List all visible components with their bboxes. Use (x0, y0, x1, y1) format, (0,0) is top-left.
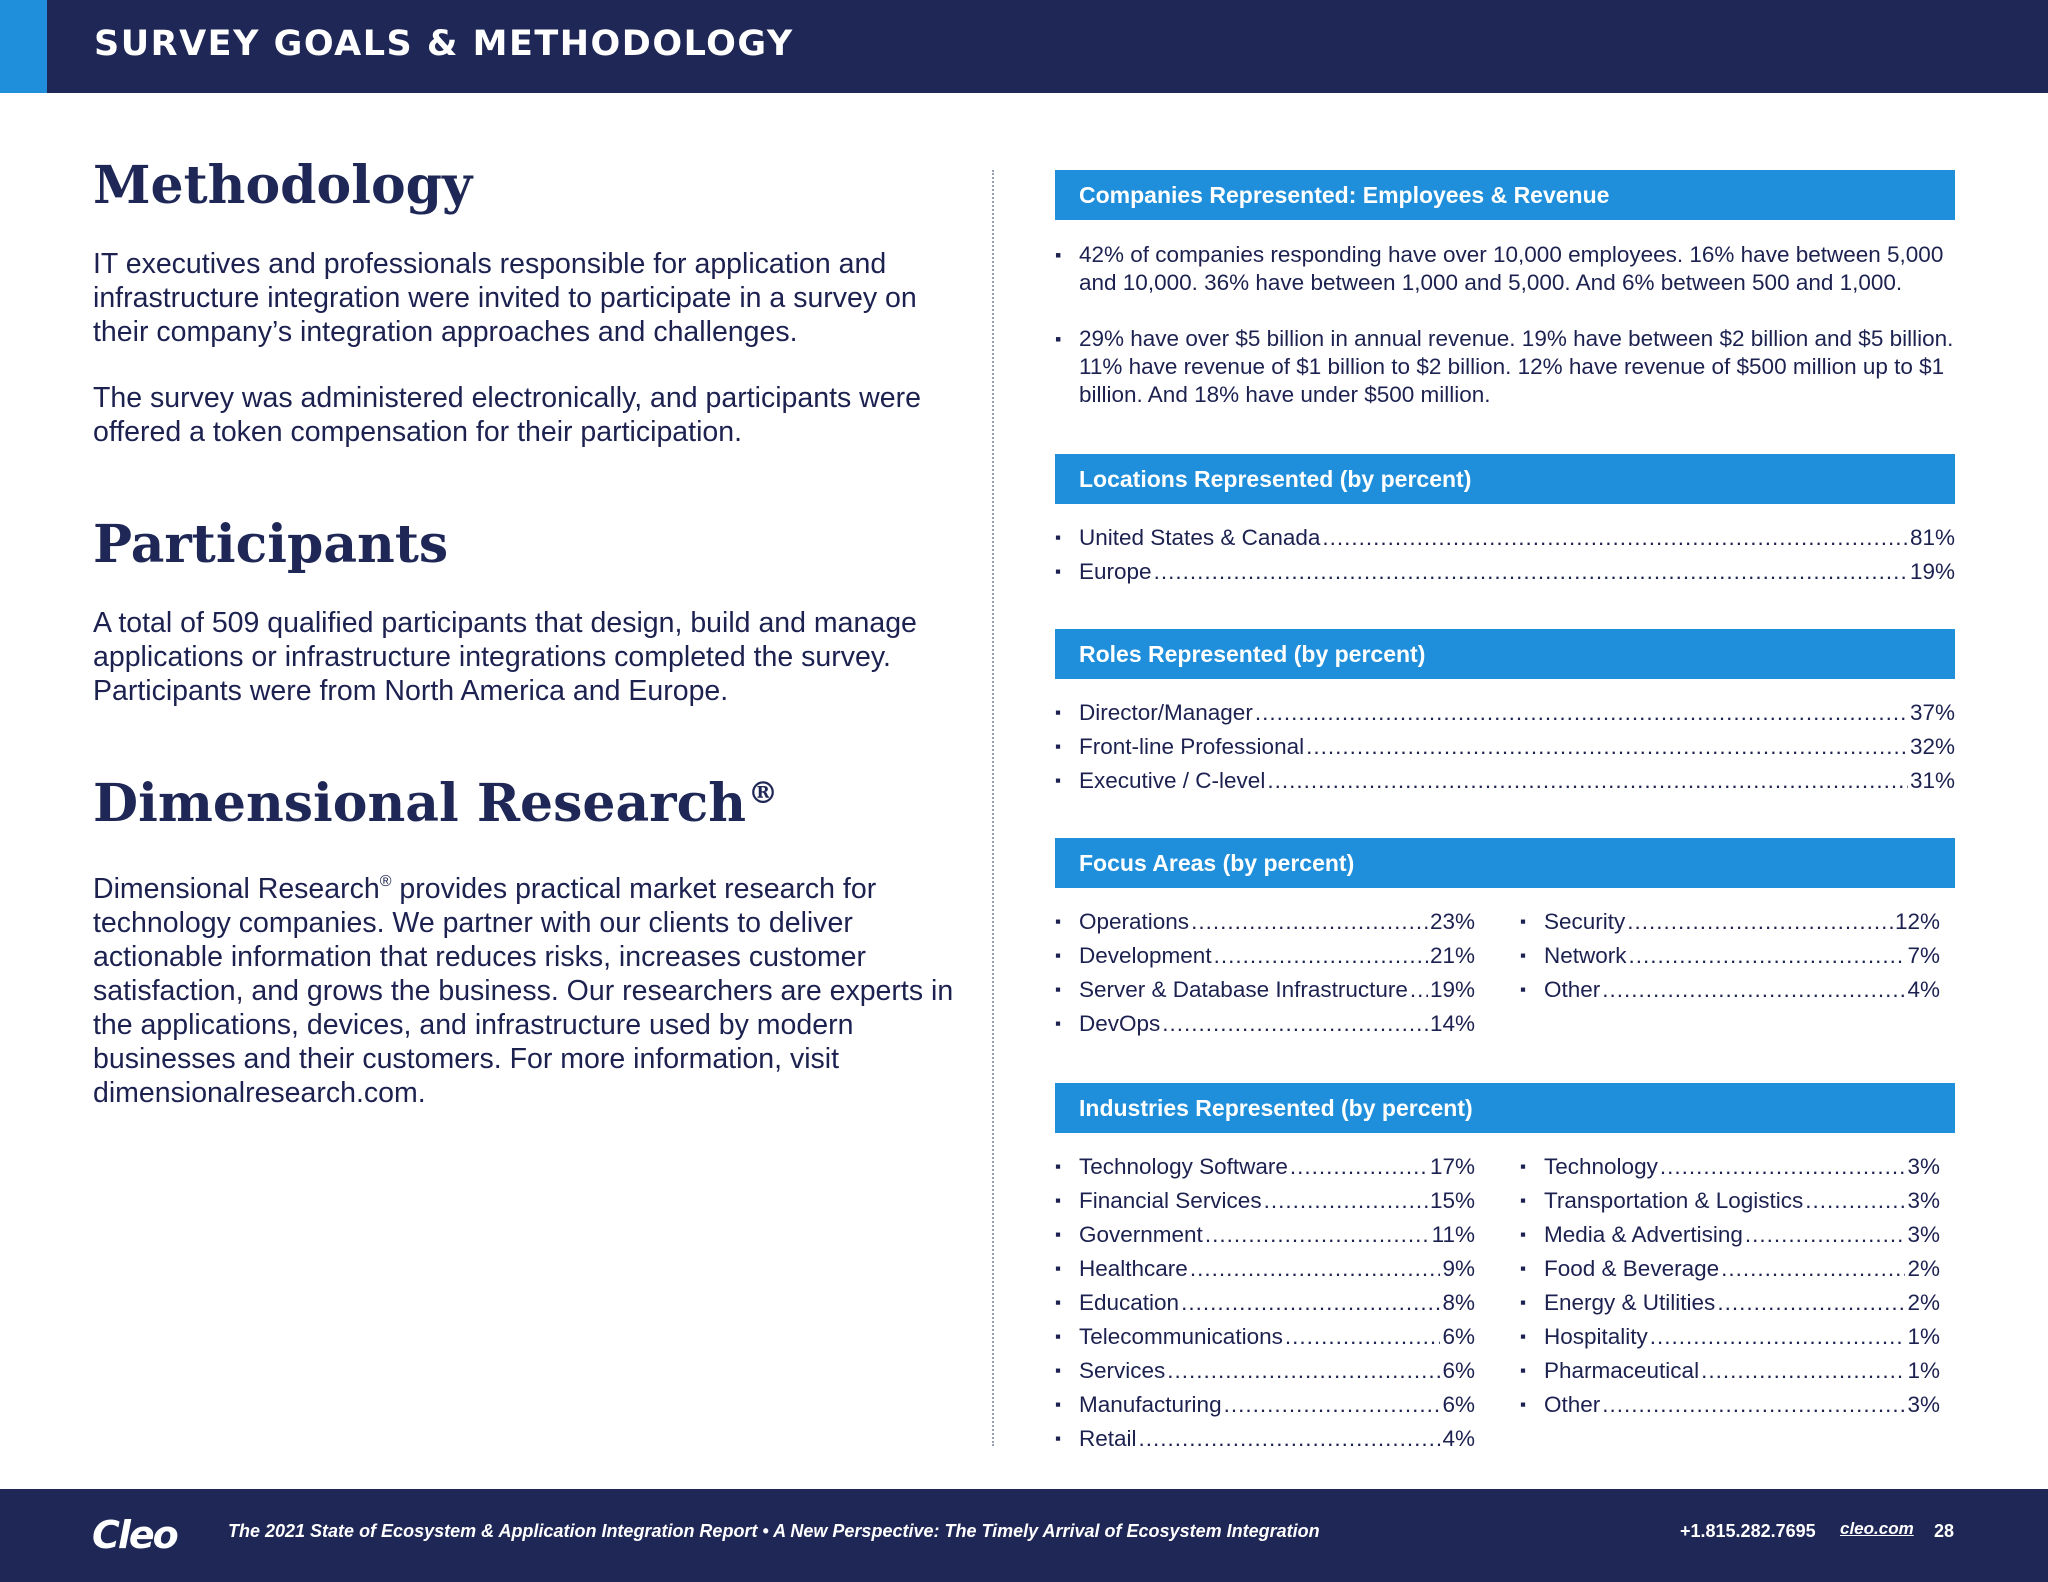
item-label: ▪ Retail (1079, 1426, 1137, 1451)
methodology-paragraph-2: The survey was administered electronically, and participants were offered a token compensation for their participation. (93, 382, 921, 448)
dot-leader (1306, 730, 1908, 764)
companies-section-bar: Companies Represented: Employees & Revenue (1055, 170, 1955, 220)
item-percent: 81% (1909, 525, 1955, 550)
dot-leader (1701, 1354, 1905, 1388)
item-percent: 3% (1907, 1392, 1940, 1417)
dot-leader (1721, 1252, 1905, 1286)
list-item (1055, 939, 1475, 973)
list-item (1055, 1388, 1475, 1422)
dot-leader (1205, 1218, 1430, 1252)
dot-leader (1410, 973, 1428, 1007)
item-label: ▪ Food & Beverage (1544, 1256, 1720, 1281)
page-title: SURVEY GOALS & METHODOLOGY (94, 24, 794, 64)
item-label: ▪ Server & Database Infrastructure (1079, 977, 1408, 1002)
cleo-logo: Cleo (92, 1513, 177, 1557)
dot-leader (1264, 1184, 1428, 1218)
dot-leader (1214, 939, 1428, 973)
item-percent: 17% (1429, 1154, 1475, 1179)
item-percent: 31% (1909, 768, 1955, 793)
methodology-heading: Methodology (93, 155, 473, 216)
dimensional-research-description: provides practical market research for technology companies. We partner with our clients to deliver actionable information that reduces risks, increases customer satisfaction, and grows the business. Our researchers are experts in the applications, devices, and infrastructure used by modern businesses and their customers. For more information, visit dimensionalresearch.com. (93, 873, 954, 1109)
industries-list-left (1055, 1150, 1475, 1456)
locations-section-bar: Locations Represented (by percent) (1055, 454, 1955, 504)
item-percent: 4% (1907, 977, 1940, 1002)
dot-leader (1660, 1150, 1906, 1184)
dimensional-research-name: Dimensional Research (93, 873, 380, 905)
website-link[interactable]: cleo.com (1840, 1519, 1914, 1538)
dot-leader (1285, 1320, 1441, 1354)
item-label: ▪ Executive / C-level (1079, 768, 1266, 793)
item-label: ▪ Energy & Utilities (1544, 1290, 1716, 1315)
item-percent: 14% (1429, 1011, 1475, 1036)
list-item (1055, 973, 1475, 1007)
list-item (1055, 905, 1475, 939)
item-label: ▪ Other (1544, 1392, 1601, 1417)
item-percent: 19% (1429, 977, 1475, 1002)
list-item (1055, 1150, 1475, 1184)
dot-leader (1805, 1184, 1905, 1218)
registered-mark-small: ® (379, 873, 392, 890)
dot-leader (1162, 1007, 1428, 1041)
item-percent: 6% (1442, 1324, 1475, 1349)
item-percent: 4% (1442, 1426, 1475, 1451)
item-percent: 3% (1907, 1188, 1940, 1213)
item-percent: 37% (1909, 700, 1955, 725)
item-percent: 2% (1907, 1256, 1940, 1281)
list-item (1055, 1422, 1475, 1456)
locations-list (1055, 521, 1955, 589)
dot-leader (1181, 1286, 1440, 1320)
list-item (1055, 1354, 1475, 1388)
item-label: ▪ Manufacturing (1079, 1392, 1222, 1417)
dot-leader (1627, 905, 1893, 939)
item-percent: 3% (1907, 1222, 1940, 1247)
item-percent: 6% (1442, 1392, 1475, 1417)
item-label: ▪ Education (1079, 1290, 1180, 1315)
item-label: ▪ Media & Advertising (1544, 1222, 1743, 1247)
item-percent: 23% (1429, 909, 1475, 934)
item-percent: 15% (1429, 1188, 1475, 1213)
dot-leader (1191, 905, 1428, 939)
dot-leader (1167, 1354, 1440, 1388)
item-label: ▪ Hospitality (1544, 1324, 1648, 1349)
item-label: ▪ Pharmaceutical (1544, 1358, 1700, 1383)
item-label: ▪ Director/Manager (1079, 700, 1253, 725)
industries-section-bar: Industries Represented (by percent) (1055, 1083, 1955, 1133)
dot-leader (1745, 1218, 1906, 1252)
list-item (1520, 1184, 1940, 1218)
dimensional-research-heading-text: Dimensional Research (93, 773, 747, 834)
item-percent: 6% (1442, 1358, 1475, 1383)
dot-leader (1290, 1150, 1428, 1184)
list-item (1055, 1184, 1475, 1218)
roles-list (1055, 696, 1955, 798)
header-accent-strip (0, 0, 47, 93)
dot-leader (1139, 1422, 1441, 1456)
list-item (1520, 973, 1940, 1007)
item-percent: 3% (1907, 1154, 1940, 1179)
dot-leader (1629, 939, 1906, 973)
item-label: ▪ Network (1544, 943, 1627, 968)
item-label: ▪ Government (1079, 1222, 1203, 1247)
page-number: 28 (1934, 1521, 1955, 1541)
item-label: ▪ United States & Canada (1079, 525, 1321, 550)
page-footer (0, 1489, 2048, 1582)
dot-leader (1717, 1286, 1905, 1320)
companies-employees-bullet: ▪ 42% of companies responding have over 10,000 employees. 16% have between 5,000 and 10,000. 36% have between 1,000 and 5,000. And 6% between 500 and 1,000. (1055, 241, 1955, 297)
list-item (1055, 1252, 1475, 1286)
item-label: ▪ Other (1544, 977, 1601, 1002)
dimensional-research-paragraph (93, 865, 973, 1110)
list-item (1520, 1354, 1940, 1388)
list-item (1055, 555, 1955, 589)
item-percent: 1% (1907, 1324, 1940, 1349)
item-label: ▪ Services (1079, 1358, 1166, 1383)
list-item (1520, 1252, 1940, 1286)
list-item (1520, 1286, 1940, 1320)
item-percent: 8% (1442, 1290, 1475, 1315)
item-label: ▪ Front-line Professional (1079, 734, 1305, 759)
item-label: ▪ Healthcare (1079, 1256, 1188, 1281)
item-percent: 1% (1907, 1358, 1940, 1383)
dot-leader (1602, 1388, 1905, 1422)
item-percent: 12% (1894, 909, 1940, 934)
participants-heading: Participants (93, 514, 449, 575)
dot-leader (1650, 1320, 1906, 1354)
item-percent: 11% (1431, 1222, 1475, 1247)
item-label: ▪ Transportation & Logistics (1544, 1188, 1804, 1213)
item-label: ▪ Technology (1544, 1154, 1658, 1179)
item-label: ▪ Technology Software (1079, 1154, 1288, 1179)
roles-section-bar: Roles Represented (by percent) (1055, 629, 1955, 679)
dimensional-research-heading (93, 773, 778, 834)
methodology-paragraph-1: IT executives and professionals responsible for application and infrastructure integration were invited to participate in a survey on their company’s integration approaches and challenges. (93, 248, 917, 348)
dot-leader (1322, 521, 1908, 555)
item-percent: 9% (1442, 1256, 1475, 1281)
report-title: The 2021 State of Ecosystem & Application Integration Report • A New Perspective: The Timely Arrival of Ecosystem Integration (228, 1521, 1320, 1541)
list-item (1055, 1007, 1475, 1041)
companies-revenue-bullet: ▪ 29% have over $5 billion in annual revenue. 19% have between $2 billion and $5 billion. 11% have revenue of $1 billion to $2 billion. 12% have revenue of $500 million up to $1 billion. And 18% have under $500 million. (1055, 325, 1955, 409)
phone-number: +1.815.282.7695 (1680, 1521, 1816, 1541)
column-divider (992, 170, 994, 1446)
dot-leader (1255, 696, 1908, 730)
focus-list-left (1055, 905, 1475, 1041)
item-label: ▪ Telecommunications (1079, 1324, 1283, 1349)
dot-leader (1602, 973, 1905, 1007)
list-item (1055, 1320, 1475, 1354)
item-percent: 19% (1909, 559, 1955, 584)
list-item (1520, 1388, 1940, 1422)
item-label: ▪ Financial Services (1079, 1188, 1262, 1213)
list-item (1520, 1320, 1940, 1354)
list-item (1520, 1218, 1940, 1252)
item-label: ▪ Europe (1079, 559, 1152, 584)
item-label: ▪ Security (1544, 909, 1626, 934)
dot-leader (1154, 555, 1908, 589)
registered-mark: ® (748, 776, 779, 811)
page-header (0, 0, 2048, 93)
dot-leader (1267, 764, 1908, 798)
industries-list-right (1520, 1150, 1940, 1422)
focus-section-bar: Focus Areas (by percent) (1055, 838, 1955, 888)
item-percent: 32% (1909, 734, 1955, 759)
dot-leader (1224, 1388, 1441, 1422)
list-item (1520, 1150, 1940, 1184)
list-item (1055, 730, 1955, 764)
dot-leader (1190, 1252, 1441, 1286)
list-item (1055, 696, 1955, 730)
list-item (1055, 1286, 1475, 1320)
focus-list-right (1520, 905, 1940, 1007)
list-item (1520, 939, 1940, 973)
item-percent: 2% (1907, 1290, 1940, 1315)
participants-paragraph: A total of 509 qualified participants that design, build and manage applications or infrastructure integrations completed the survey. Participants were from North America and Europe. (93, 607, 917, 707)
list-item (1520, 905, 1940, 939)
item-label: ▪ DevOps (1079, 1011, 1161, 1036)
item-label: ▪ Operations (1079, 909, 1190, 934)
list-item (1055, 521, 1955, 555)
item-percent: 21% (1429, 943, 1475, 968)
list-item (1055, 1218, 1475, 1252)
item-percent: 7% (1907, 943, 1940, 968)
list-item (1055, 764, 1955, 798)
item-label: ▪ Development (1079, 943, 1212, 968)
